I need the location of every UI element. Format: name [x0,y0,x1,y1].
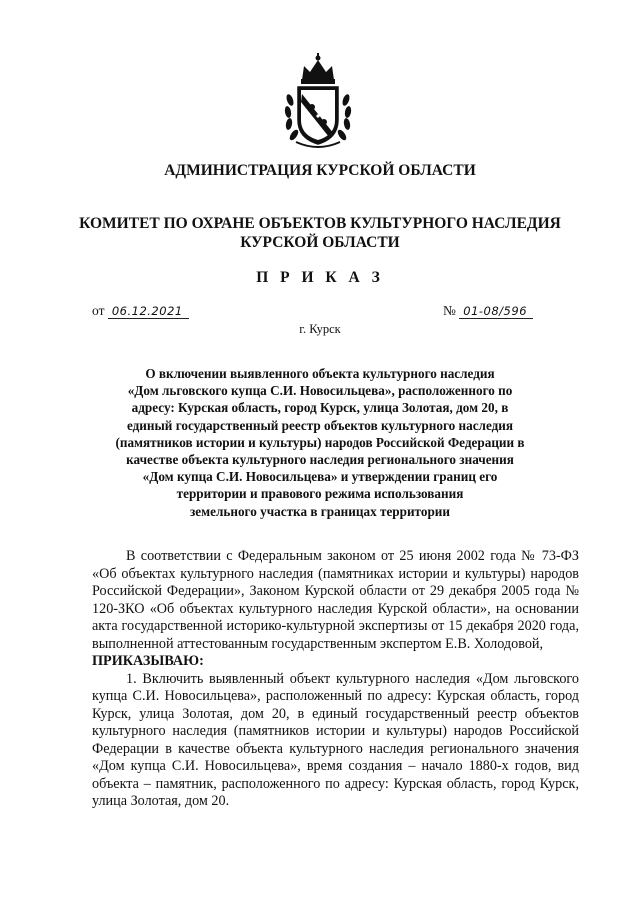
subject-line: качестве объекта культурного наследия регионального значения [126,452,514,468]
subject-line: (памятников истории и культуры) народов Российской Федерации в [115,434,525,450]
subject-line: территории и правового режима использования [176,486,464,502]
handwritten-date: 06.12.2021 [108,304,189,319]
subject-line: единый государственный реестр объектов культурного наследия [126,417,514,433]
city-label: г. Курск [299,322,341,336]
crown-icon [301,53,335,84]
committee-title [0,214,640,252]
subject-line: О включении выявленного объекта культурного наследия [145,366,495,381]
preamble-paragraph: В соответствии с Федеральным законом от 25 июня 2002 года № 73-ФЗ «Об объектах культурного наследия (памятниках истории и культуры) народов Российской Федерации», Законом Курской области от 29 декабря 2005 года № 120-ЗКО «Об объектах культурного наследия Курской области», на основании акта государственной историко-культурной экспертизы от 15 декабря 2020 года, выполненной аттестованным государственным экспертом Е.В. Холодовой, [92,548,579,652]
committee-title-line: КУРСКОЙ ОБЛАСТИ [240,234,400,251]
committee-title-line: КОМИТЕТ ПО ОХРАНЕ ОБЪЕКТОВ КУЛЬТУРНОГО НАСЛЕДИЯ [79,215,561,232]
order-subject [75,365,565,520]
order-number [443,303,533,319]
handwritten-number: 01-08/596 [459,304,533,319]
order-word: ПРИКАЗЫВАЮ: [92,653,204,669]
order-body [92,548,579,811]
agency-title: АДМИНИСТРАЦИЯ КУРСКОЙ ОБЛАСТИ [164,162,476,179]
coat-of-arms-emblem [282,52,354,152]
subject-line: «Дом купца С.И. Новосильцева» и утверждении границ его [142,469,498,485]
date-prefix: от [92,303,105,318]
item-paragraph: 1. Включить выявленный объект культурного наследия «Дом льговского купца С.И. Новосильцева», расположенный по адресу: Курская область, город Курск, улица Золотая, дом 20, в единый государственный реестр объектов культурного наследия (памятников истории и культуры) народов Российской Федерации в качестве объекта культурного наследия регионального значения «Дом купца С.И. Новосильцева», время создания – начало 1880-х годов, вид объекта – памятник, расположенного по адресу: Курская область, город Курск, улица Золотая, дом 20. [92,670,579,809]
document-type: П Р И К А З [256,269,384,286]
subject-line: земельного участка в границах территории [190,503,450,519]
subject-line: «Дом льговского купца С.И. Новосильцева», расположенного по [127,383,513,399]
number-prefix: № [443,303,456,318]
subject-line: адресу: Курская область, город Курск, улица Золотая, дом 20, в [131,400,509,416]
order-date [92,303,189,319]
shield-icon [298,87,338,144]
